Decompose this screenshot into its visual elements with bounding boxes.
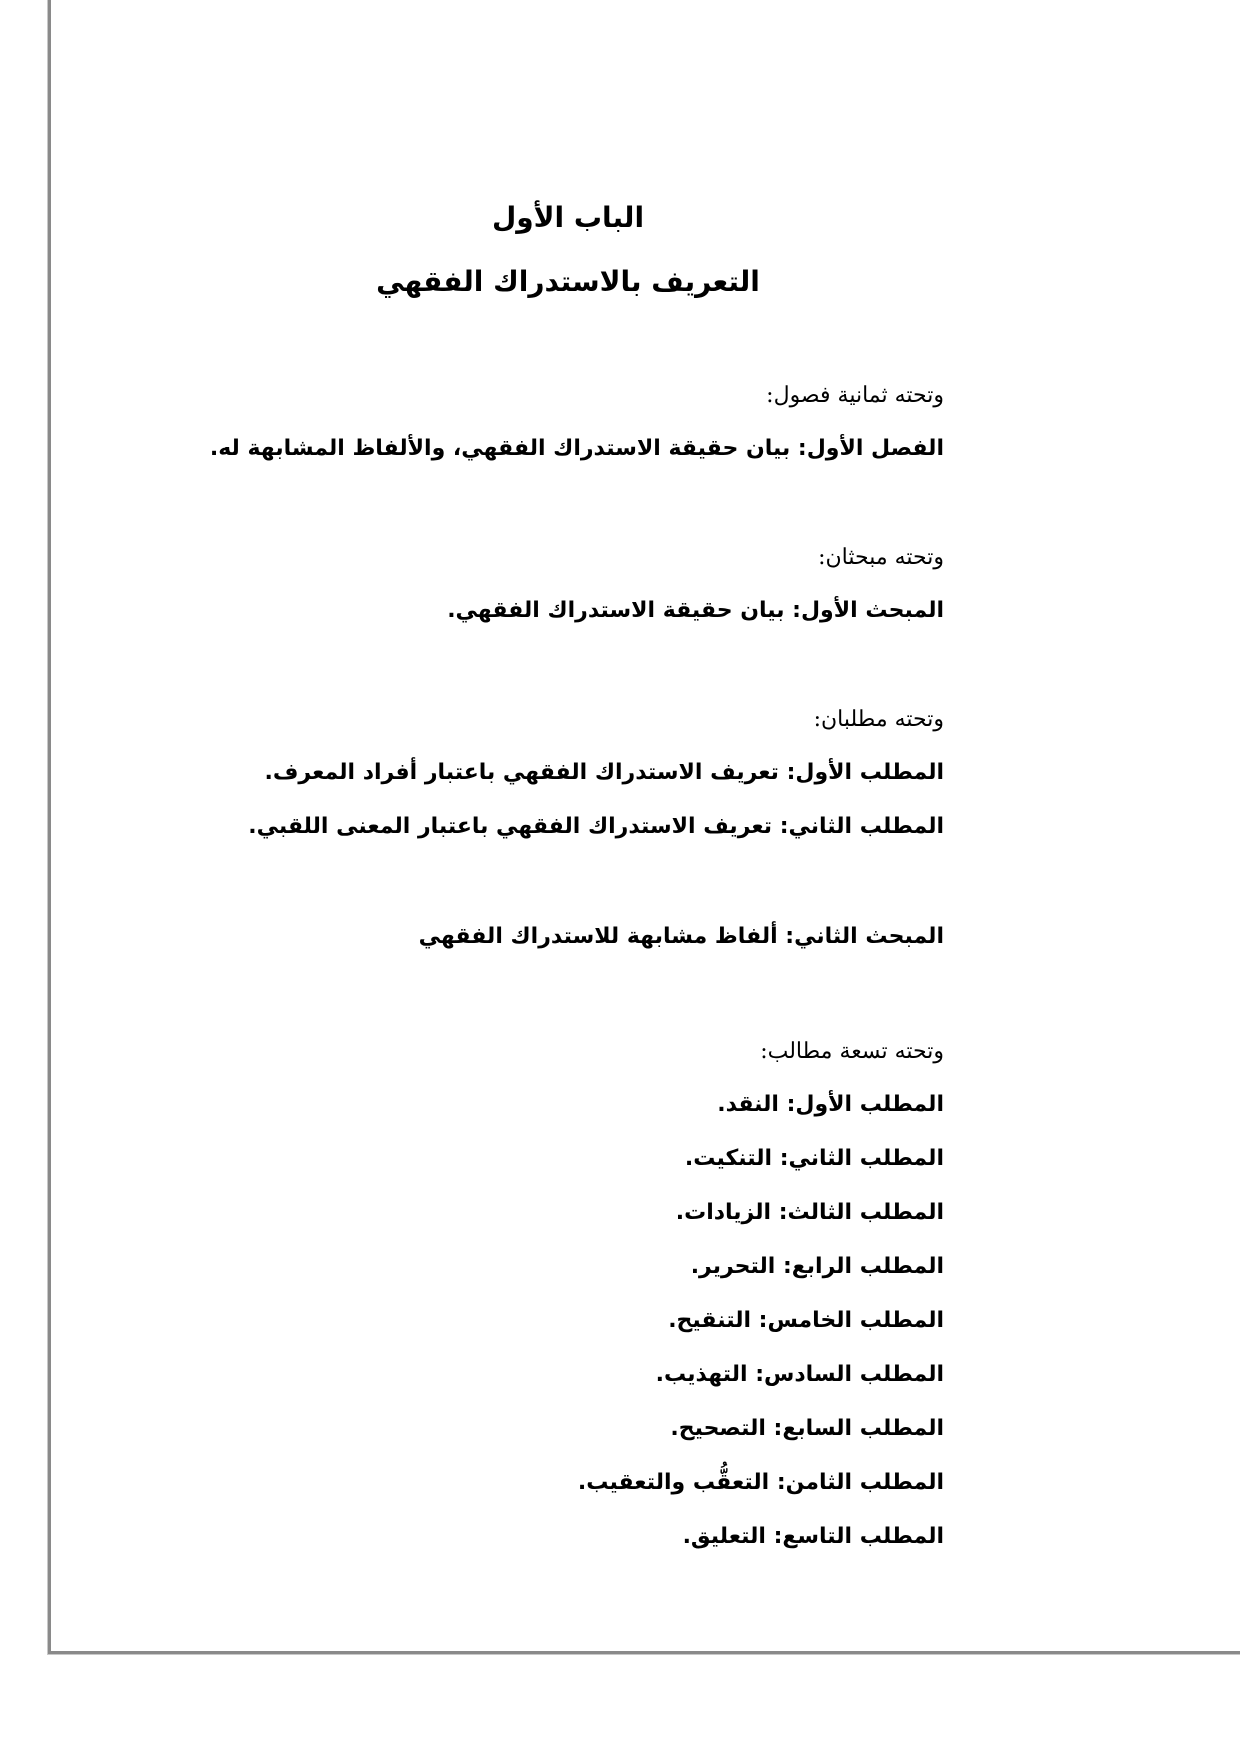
toc-entry-subtopic: المطلب الثالث: الزيادات.	[675, 1200, 944, 1225]
toc-entry-topic-2: المبحث الثاني: ألفاظ مشابهة للاستدراك الفقهي	[418, 924, 944, 949]
toc-entry-subtopic: المطلب الخامس: التنقيح.	[668, 1308, 944, 1333]
toc-entry-subtopic: المطلب التاسع: التعليق.	[682, 1524, 944, 1549]
section-intro: وتحته مبحثان:	[818, 545, 944, 570]
toc-entry-subtopic: المطلب السادس: التهذيب.	[655, 1362, 944, 1387]
part-title: الباب الأول	[491, 201, 645, 234]
toc-entry-subtopic: المطلب الرابع: التحرير.	[690, 1254, 944, 1279]
chapter-title: التعريف بالاستدراك الفقهي	[376, 265, 760, 298]
toc-entry-subtopic: المطلب الثاني: التنكيت.	[684, 1146, 944, 1171]
chapter-heading	[0, 186, 1240, 314]
toc-entry-subtopic: المطلب الأول: النقد.	[717, 1092, 944, 1117]
toc-entry-subtopic: المطلب السابع: التصحيح.	[670, 1416, 944, 1441]
toc-entry-topic-1: المبحث الأول: بيان حقيقة الاستدراك الفقهي.	[447, 598, 944, 623]
section-intro: وتحته مطلبان:	[813, 707, 944, 732]
toc-entry-subtopic-2: المطلب الثاني: تعريف الاستدراك الفقهي باعتبار المعنى اللقبي.	[248, 814, 944, 839]
section-intro: وتحته تسعة مطالب:	[760, 1039, 944, 1064]
toc-entry-subtopic-1: المطلب الأول: تعريف الاستدراك الفقهي باعتبار أفراد المعرف.	[264, 760, 944, 785]
table-of-contents	[209, 370, 944, 1564]
section-intro: وتحته ثمانية فصول:	[766, 383, 944, 408]
toc-entry-subtopic: المطلب الثامن: التعقُّب والتعقيب.	[577, 1470, 944, 1495]
toc-entry-chapter-1: الفصل الأول: بيان حقيقة الاستدراك الفقهي، والألفاظ المشابهة له.	[209, 436, 944, 461]
